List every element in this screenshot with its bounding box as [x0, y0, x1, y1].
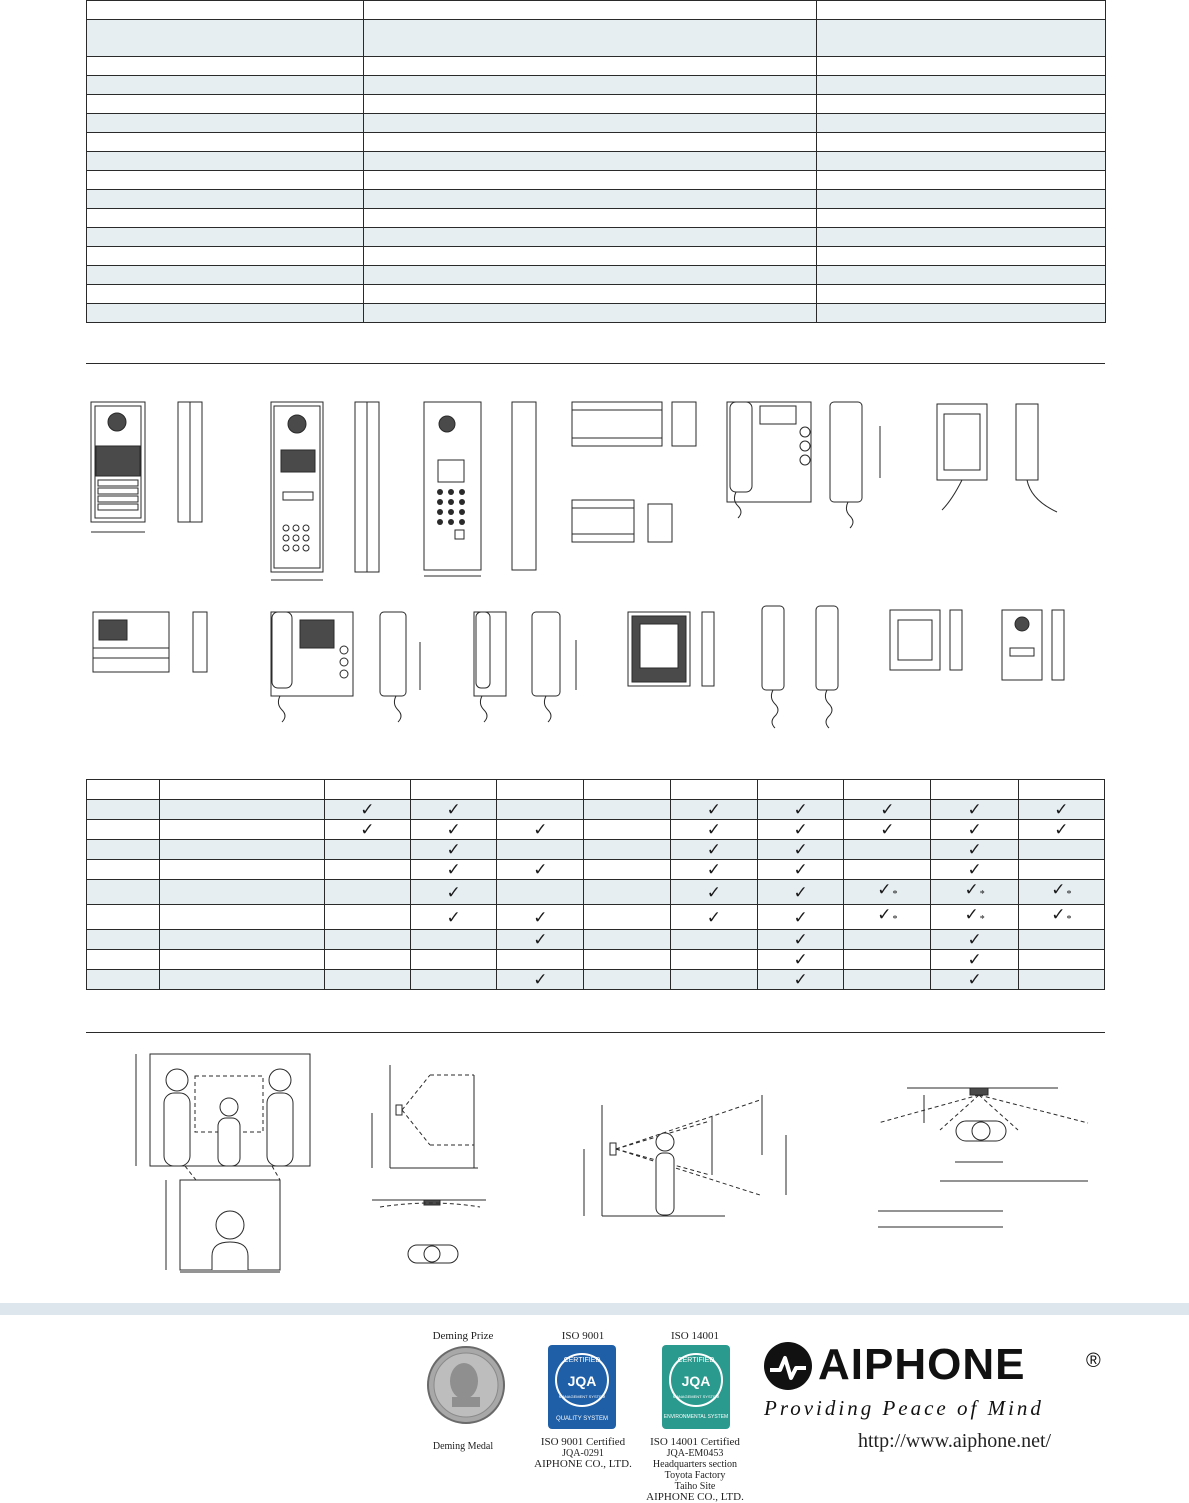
compat-cell: [757, 930, 843, 950]
spec-row: [87, 152, 1106, 171]
iso9001-badge-middle: MANAGEMENT SYSTEM: [558, 1394, 606, 1399]
iso9001-line: JQA-0291: [562, 1448, 604, 1459]
check-mark-icon: ✓: [877, 880, 892, 899]
spec-row: [87, 171, 1106, 190]
check-mark-icon: ✓: [446, 840, 461, 859]
compat-cell: [87, 860, 160, 880]
spec-row: [87, 304, 1106, 323]
compat-cell: [410, 860, 496, 880]
spec-cell: [817, 1, 1106, 20]
compat-cell: [757, 950, 843, 970]
compat-cell: [497, 880, 584, 905]
iso14001-badge-top: CERTIFIED: [677, 1357, 715, 1364]
compat-cell: [410, 930, 496, 950]
compat-cell: [584, 905, 670, 930]
spec-cell: [87, 304, 364, 323]
check-mark-icon: ✓: [1051, 880, 1066, 899]
spec-cell: [817, 228, 1106, 247]
compatibility-table: [86, 779, 1105, 990]
handset-station-drawing: [474, 612, 576, 722]
audio-door-station-drawing: [890, 610, 962, 670]
compat-cell: [410, 880, 496, 905]
compat-header-cell: [410, 780, 496, 800]
specification-table: [86, 0, 1106, 323]
spec-cell: [87, 114, 364, 133]
asterisk-note: *: [979, 889, 985, 900]
compat-header-cell: [87, 780, 160, 800]
iso9001-line: AIPHONE CO., LTD.: [534, 1458, 632, 1470]
asterisk-note: *: [892, 914, 898, 925]
aiphone-logo-icon: [762, 1340, 814, 1392]
spec-cell: [87, 95, 364, 114]
compat-cell: [931, 800, 1018, 820]
spec-cell: [364, 1, 817, 20]
iso14001-line: ISO 14001 Certified: [650, 1436, 740, 1448]
check-mark-icon: ✓: [533, 930, 548, 949]
iso14001-badge-mark: JQA: [681, 1373, 711, 1389]
footer-band: [0, 1303, 1189, 1315]
compat-cell: [844, 860, 931, 880]
compat-header-cell: [584, 780, 670, 800]
iso14001-badge-bottom: ENVIRONMENTAL SYSTEM: [663, 1414, 729, 1420]
spec-row: [87, 57, 1106, 76]
iso9001-line: ISO 9001 Certified: [540, 1436, 626, 1448]
compat-cell: [324, 930, 410, 950]
staff-station-drawing: [727, 402, 880, 528]
compat-cell: [844, 800, 931, 820]
compat-cell: [324, 880, 410, 905]
compat-cell: [87, 905, 160, 930]
video-monitor-drawing: [93, 612, 207, 672]
spec-cell: [817, 76, 1106, 95]
compat-cell: [1018, 800, 1104, 820]
compat-cell: [324, 860, 410, 880]
spec-cell: [87, 76, 364, 95]
compat-cell: [324, 820, 410, 840]
check-mark-icon: ✓: [360, 820, 375, 839]
brand-name: AIPHONE: [818, 1340, 1026, 1389]
compat-cell: [584, 950, 670, 970]
spec-cell: [87, 171, 364, 190]
compat-cell: [670, 950, 757, 970]
check-mark-icon: ✓: [793, 950, 808, 969]
compat-cell: [931, 840, 1018, 860]
spec-cell: [87, 285, 364, 304]
compat-cell: [324, 970, 410, 990]
compat-cell: [584, 970, 670, 990]
compat-cell: [670, 800, 757, 820]
camera-field-of-view-diagram: [136, 1054, 310, 1272]
spec-cell: [364, 209, 817, 228]
compat-row: [87, 970, 1105, 990]
registered-mark: ®: [1086, 1350, 1101, 1372]
camera-angle-diagram: [584, 1095, 786, 1216]
compat-row: [87, 800, 1105, 820]
compat-cell: [410, 905, 496, 930]
compat-header-cell: [931, 780, 1018, 800]
compat-cell: [160, 880, 324, 905]
compat-row: [87, 905, 1105, 930]
spec-cell: [817, 304, 1106, 323]
check-mark-icon: ✓: [1051, 905, 1066, 924]
compat-row: [87, 840, 1105, 860]
iso14001-title: ISO 14001: [671, 1330, 719, 1342]
compat-cell: [931, 930, 1018, 950]
check-mark-icon: ✓: [533, 820, 548, 839]
compat-header-cell: [160, 780, 324, 800]
spec-cell: [364, 95, 817, 114]
spec-cell: [364, 20, 817, 57]
spec-cell: [817, 20, 1106, 57]
compat-cell: [324, 905, 410, 930]
compat-cell: [1018, 860, 1104, 880]
check-mark-icon: ✓: [793, 882, 808, 902]
compat-cell: [757, 840, 843, 860]
spec-row: [87, 1, 1106, 20]
compat-cell: [670, 860, 757, 880]
check-mark-icon: ✓: [706, 840, 721, 859]
compat-cell: [410, 840, 496, 860]
compat-cell: [87, 930, 160, 950]
compat-cell: [1018, 930, 1104, 950]
compat-cell: [844, 930, 931, 950]
asterisk-note: *: [1066, 914, 1072, 925]
handset-monitor-drawing: [271, 612, 420, 722]
compat-cell: [87, 820, 160, 840]
compat-cell: [324, 800, 410, 820]
compat-cell: [931, 905, 1018, 930]
compat-cell: [757, 860, 843, 880]
spec-cell: [364, 266, 817, 285]
spec-cell: [817, 95, 1106, 114]
spec-cell: [817, 190, 1106, 209]
spec-cell: [87, 190, 364, 209]
compat-cell: [584, 840, 670, 860]
compat-cell: [584, 820, 670, 840]
check-mark-icon: ✓: [1054, 820, 1069, 839]
iso9001-badge-bottom: QUALITY SYSTEM: [556, 1416, 608, 1422]
compat-cell: [670, 880, 757, 905]
spec-row: [87, 133, 1106, 152]
asterisk-note: *: [892, 889, 898, 900]
compat-header-cell: [1018, 780, 1104, 800]
spec-row: [87, 247, 1106, 266]
check-mark-icon: ✓: [793, 840, 808, 859]
spec-row: [87, 228, 1106, 247]
compat-cell: [670, 970, 757, 990]
camera-mounting-height-diagram: [372, 1065, 486, 1263]
section-divider: [86, 363, 1105, 364]
audio-pickup-range-diagram: [878, 1088, 1088, 1227]
compat-cell: [497, 800, 584, 820]
check-mark-icon: ✓: [706, 800, 721, 819]
compat-cell: [757, 880, 843, 905]
spec-cell: [817, 285, 1106, 304]
check-mark-icon: ✓: [446, 882, 461, 902]
spec-cell: [364, 228, 817, 247]
spec-row: [87, 20, 1106, 57]
compat-cell: [160, 905, 324, 930]
check-mark-icon: ✓: [706, 820, 721, 839]
iso9001-badge-mark: JQA: [567, 1373, 597, 1389]
camera-view-diagrams: [0, 1045, 1189, 1285]
compat-cell: [160, 930, 324, 950]
iso14001-badge-middle: MANAGEMENT SYSTEM: [672, 1394, 720, 1399]
compat-cell: [497, 950, 584, 970]
compat-cell: [497, 970, 584, 990]
compat-cell: [670, 930, 757, 950]
check-mark-icon: ✓: [1054, 800, 1069, 819]
compat-cell: [670, 820, 757, 840]
compat-cell: [497, 820, 584, 840]
spec-cell: [87, 20, 364, 57]
compat-cell: [160, 860, 324, 880]
spec-cell: [817, 57, 1106, 76]
compat-cell: [87, 840, 160, 860]
compat-cell: [87, 800, 160, 820]
compat-cell: [931, 950, 1018, 970]
iso14001-line: JQA-EM0453: [666, 1448, 724, 1459]
compat-cell: [497, 905, 584, 930]
power-supply-drawing: [937, 404, 1057, 512]
iso9001-badge: [547, 1344, 617, 1430]
spec-row: [87, 190, 1106, 209]
spec-cell: [364, 304, 817, 323]
compat-cell: [497, 860, 584, 880]
check-mark-icon: ✓: [880, 820, 895, 839]
spec-cell: [364, 152, 817, 171]
compat-cell: [931, 860, 1018, 880]
compat-cell: [1018, 880, 1104, 905]
iso14001-line: Headquarters section: [652, 1459, 738, 1470]
compat-cell: [844, 880, 931, 905]
spec-cell: [817, 209, 1106, 228]
check-mark-icon: ✓: [967, 970, 982, 989]
check-mark-icon: ✓: [706, 907, 721, 927]
spec-cell: [364, 190, 817, 209]
compat-cell: [497, 840, 584, 860]
compat-cell: [1018, 970, 1104, 990]
door-station-drawing: [628, 612, 714, 686]
compat-cell: [1018, 820, 1104, 840]
compat-cell: [844, 905, 931, 930]
entrance-panel-keypad-drawing: [271, 402, 379, 580]
compat-cell: [584, 860, 670, 880]
website-link[interactable]: http://www.aiphone.net/: [858, 1430, 1052, 1452]
product-drawings: [0, 380, 1189, 760]
iso9001-badge-top: CERTIFIED: [563, 1357, 601, 1364]
spec-row: [87, 95, 1106, 114]
spec-cell: [364, 57, 817, 76]
check-mark-icon: ✓: [446, 860, 461, 879]
spec-cell: [364, 247, 817, 266]
compat-cell: [931, 970, 1018, 990]
check-mark-icon: ✓: [793, 970, 808, 989]
check-mark-icon: ✓: [533, 860, 548, 879]
compat-cell: [410, 950, 496, 970]
control-unit-drawing: [572, 402, 696, 542]
compat-cell: [757, 800, 843, 820]
compat-cell: [844, 820, 931, 840]
video-door-station-drawing: [1002, 610, 1064, 680]
check-mark-icon: ✓: [967, 820, 982, 839]
spec-cell: [87, 1, 364, 20]
compat-cell: [931, 820, 1018, 840]
compat-cell: [1018, 950, 1104, 970]
iso9001-title: ISO 9001: [561, 1330, 605, 1342]
compat-cell: [844, 950, 931, 970]
compat-cell: [324, 950, 410, 970]
spec-cell: [817, 247, 1106, 266]
check-mark-icon: ✓: [793, 907, 808, 927]
check-mark-icon: ✓: [877, 905, 892, 924]
spec-cell: [817, 152, 1106, 171]
compat-header-cell: [324, 780, 410, 800]
spec-row: [87, 285, 1106, 304]
compat-row: [87, 880, 1105, 905]
compat-row: [87, 860, 1105, 880]
compat-cell: [844, 840, 931, 860]
check-mark-icon: ✓: [793, 930, 808, 949]
compat-header-cell: [497, 780, 584, 800]
check-mark-icon: ✓: [967, 950, 982, 969]
iso14001-line: Taiho Site: [674, 1481, 716, 1492]
spec-cell: [817, 171, 1106, 190]
spec-cell: [87, 209, 364, 228]
iso14001-line: AIPHONE CO., LTD.: [646, 1491, 744, 1503]
deming-medal-image: [426, 1345, 506, 1425]
check-mark-icon: ✓: [967, 800, 982, 819]
entrance-panel-color-drawing: [424, 402, 536, 576]
wall-handset-drawing: [762, 606, 838, 728]
compat-cell: [757, 820, 843, 840]
compat-row: [87, 820, 1105, 840]
compat-cell: [87, 880, 160, 905]
compat-cell: [584, 880, 670, 905]
spec-row: [87, 209, 1106, 228]
spec-row: [87, 76, 1106, 95]
compat-cell: [87, 950, 160, 970]
spec-cell: [364, 114, 817, 133]
spec-cell: [364, 133, 817, 152]
deming-medal-caption: Deming Medal: [432, 1441, 494, 1452]
spec-cell: [87, 228, 364, 247]
spec-cell: [364, 171, 817, 190]
spec-cell: [87, 133, 364, 152]
deming-prize-title: Deming Prize: [432, 1330, 494, 1342]
spec-row: [87, 266, 1106, 285]
iso14001-line: Toyota Factory: [664, 1470, 726, 1481]
check-mark-icon: ✓: [793, 800, 808, 819]
compat-cell: [410, 800, 496, 820]
compat-cell: [584, 800, 670, 820]
compat-header-cell: [844, 780, 931, 800]
spec-cell: [817, 114, 1106, 133]
compat-cell: [584, 930, 670, 950]
compat-cell: [670, 905, 757, 930]
check-mark-icon: ✓: [446, 907, 461, 927]
spec-cell: [364, 76, 817, 95]
check-mark-icon: ✓: [793, 860, 808, 879]
compat-cell: [410, 970, 496, 990]
spec-cell: [817, 133, 1106, 152]
entrance-panel-drawing: [91, 402, 202, 532]
compat-cell: [324, 840, 410, 860]
compat-cell: [670, 840, 757, 860]
check-mark-icon: ✓: [446, 820, 461, 839]
spec-row: [87, 114, 1106, 133]
compat-header-row: [87, 780, 1105, 800]
section-divider: [86, 1032, 1105, 1033]
iso9001-caption: [524, 1437, 642, 1470]
check-mark-icon: ✓: [967, 860, 982, 879]
compat-row: [87, 930, 1105, 950]
spec-cell: [87, 152, 364, 171]
asterisk-note: *: [1066, 889, 1072, 900]
spec-cell: [87, 266, 364, 285]
compat-header-cell: [670, 780, 757, 800]
compat-cell: [931, 880, 1018, 905]
compat-cell: [1018, 840, 1104, 860]
compat-cell: [410, 820, 496, 840]
iso14001-badge: [661, 1344, 731, 1430]
compat-cell: [497, 930, 584, 950]
compat-cell: [844, 970, 931, 990]
check-mark-icon: ✓: [706, 882, 721, 902]
check-mark-icon: ✓: [706, 860, 721, 879]
check-mark-icon: ✓: [964, 905, 979, 924]
compat-cell: [757, 970, 843, 990]
compat-cell: [160, 970, 324, 990]
spec-cell: [87, 57, 364, 76]
compat-cell: [160, 840, 324, 860]
compat-cell: [757, 905, 843, 930]
compat-cell: [87, 970, 160, 990]
compat-cell: [160, 950, 324, 970]
check-mark-icon: ✓: [533, 970, 548, 989]
compat-row: [87, 950, 1105, 970]
check-mark-icon: ✓: [880, 800, 895, 819]
spec-cell: [364, 285, 817, 304]
check-mark-icon: ✓: [967, 840, 982, 859]
check-mark-icon: ✓: [964, 880, 979, 899]
compat-cell: [1018, 905, 1104, 930]
spec-cell: [817, 266, 1106, 285]
compat-cell: [160, 800, 324, 820]
spec-cell: [87, 247, 364, 266]
compat-cell: [160, 820, 324, 840]
asterisk-note: *: [979, 914, 985, 925]
iso14001-caption: [636, 1437, 754, 1503]
check-mark-icon: ✓: [360, 800, 375, 819]
check-mark-icon: ✓: [793, 820, 808, 839]
check-mark-icon: ✓: [533, 907, 548, 927]
brand-tagline: Providing Peace of Mind: [764, 1396, 1044, 1420]
check-mark-icon: ✓: [446, 800, 461, 819]
compat-header-cell: [757, 780, 843, 800]
check-mark-icon: ✓: [967, 930, 982, 949]
